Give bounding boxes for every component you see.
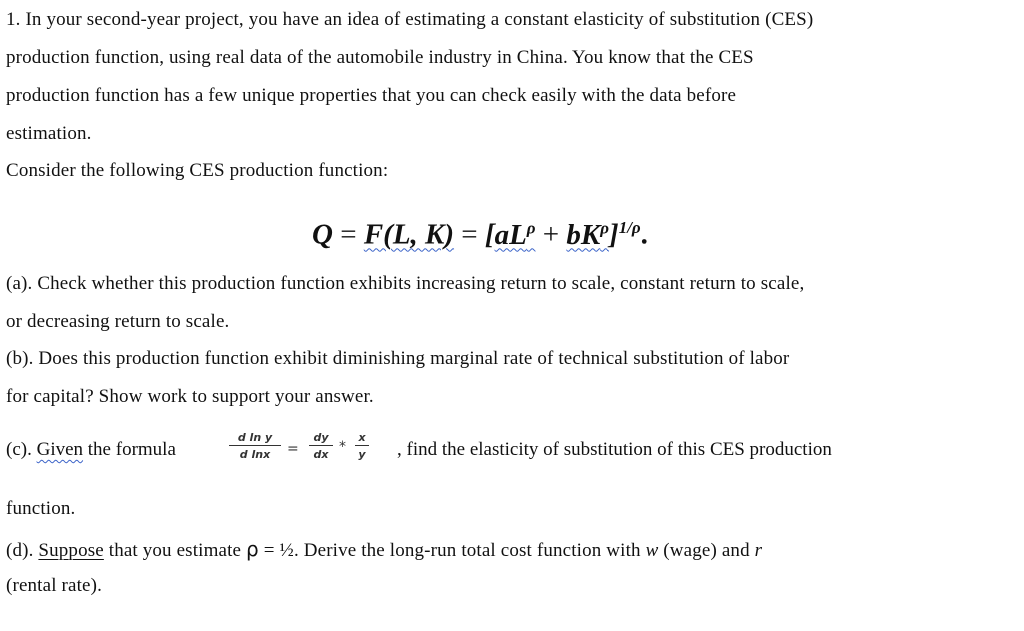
- formula-equals: =: [287, 441, 299, 457]
- part-d-text-a: that you estimate: [103, 540, 247, 561]
- paragraph1-line2: production function, using real data of the automobile industry in China. You know that the CES: [6, 47, 754, 68]
- formula-star: *: [339, 439, 346, 455]
- formula-rhs-denominator: y: [358, 448, 366, 461]
- equation-lhs: Q: [312, 218, 333, 251]
- part-d-text-b: = ½. Derive the long-run total cost function with: [258, 540, 646, 561]
- part-a-line1: (a). Check whether this production function exhibits increasing return to scale, constant return to scale,: [6, 273, 805, 294]
- equation-period: .: [640, 218, 648, 251]
- paragraph1-line1: 1. In your second-year project, you have an idea of estimating a constant elasticity of substitution (CES): [6, 9, 814, 30]
- part-d-r: r: [754, 540, 763, 561]
- equation-outer-exponent: 1/ρ: [618, 218, 641, 237]
- formula-lhs-numerator: d ln y: [237, 431, 273, 444]
- ces-equation: [312, 211, 648, 252]
- equation-term2-exponent: ρ: [600, 218, 610, 237]
- part-d-line1: [6, 537, 762, 563]
- part-d-line2: (rental rate).: [6, 575, 102, 596]
- equation-term1: $aL^\rho$: [494, 218, 536, 251]
- intro-line: Consider the following CES production function:: [6, 160, 389, 181]
- paragraph1-line4: estimation.: [6, 123, 92, 144]
- formula-mid-fraction: [309, 431, 333, 461]
- part-d-w: w: [645, 540, 659, 561]
- part-d-suppose: Suppose: [38, 540, 104, 561]
- elasticity-formula: [229, 431, 374, 469]
- part-a-line2: or decreasing return to scale.: [6, 311, 230, 332]
- equation-equals-1: =: [332, 218, 364, 251]
- part-d-rho: ρ: [246, 537, 259, 561]
- equation-term1-exponent: ρ: [526, 218, 536, 237]
- paragraph1-line3: production function has a few unique properties that you can check easily with the data before: [6, 85, 737, 106]
- part-c-prefix: (c).: [6, 439, 37, 460]
- formula-lhs-denominator: d lnx: [239, 448, 271, 461]
- equation-equals-2: =: [454, 218, 485, 251]
- formula-lhs-fraction: [229, 431, 281, 461]
- part-c-label: [6, 438, 176, 462]
- part-b-line2: for capital? Show work to support your answer.: [6, 386, 374, 407]
- part-d-prefix: (d).: [6, 540, 39, 561]
- equation-function: F(L, K): [363, 218, 455, 251]
- equation-open-bracket: [: [484, 218, 495, 251]
- part-c-given: Given: [36, 439, 84, 460]
- part-c-tail: , find the elasticity of substitution of this CES production: [397, 439, 832, 460]
- equation-term2: $bK^\rho$: [566, 218, 610, 251]
- formula-rhs-bar: [355, 445, 369, 446]
- formula-mid-denominator: dx: [313, 448, 329, 461]
- formula-lhs-bar: [229, 445, 281, 446]
- equation-close-bracket: ]: [609, 218, 619, 251]
- part-c-continuation: function.: [6, 498, 76, 519]
- formula-mid-bar: [309, 445, 333, 446]
- formula-rhs-numerator: x: [358, 431, 366, 444]
- part-c-middle: the formula: [83, 439, 176, 460]
- part-b-line1: (b). Does this production function exhibit diminishing marginal rate of technical substitution of labor: [6, 348, 790, 369]
- formula-mid-numerator: dy: [313, 431, 329, 444]
- formula-rhs-fraction: [355, 431, 369, 461]
- equation-plus: +: [535, 218, 567, 251]
- part-d-text-c: (wage) and: [658, 540, 755, 561]
